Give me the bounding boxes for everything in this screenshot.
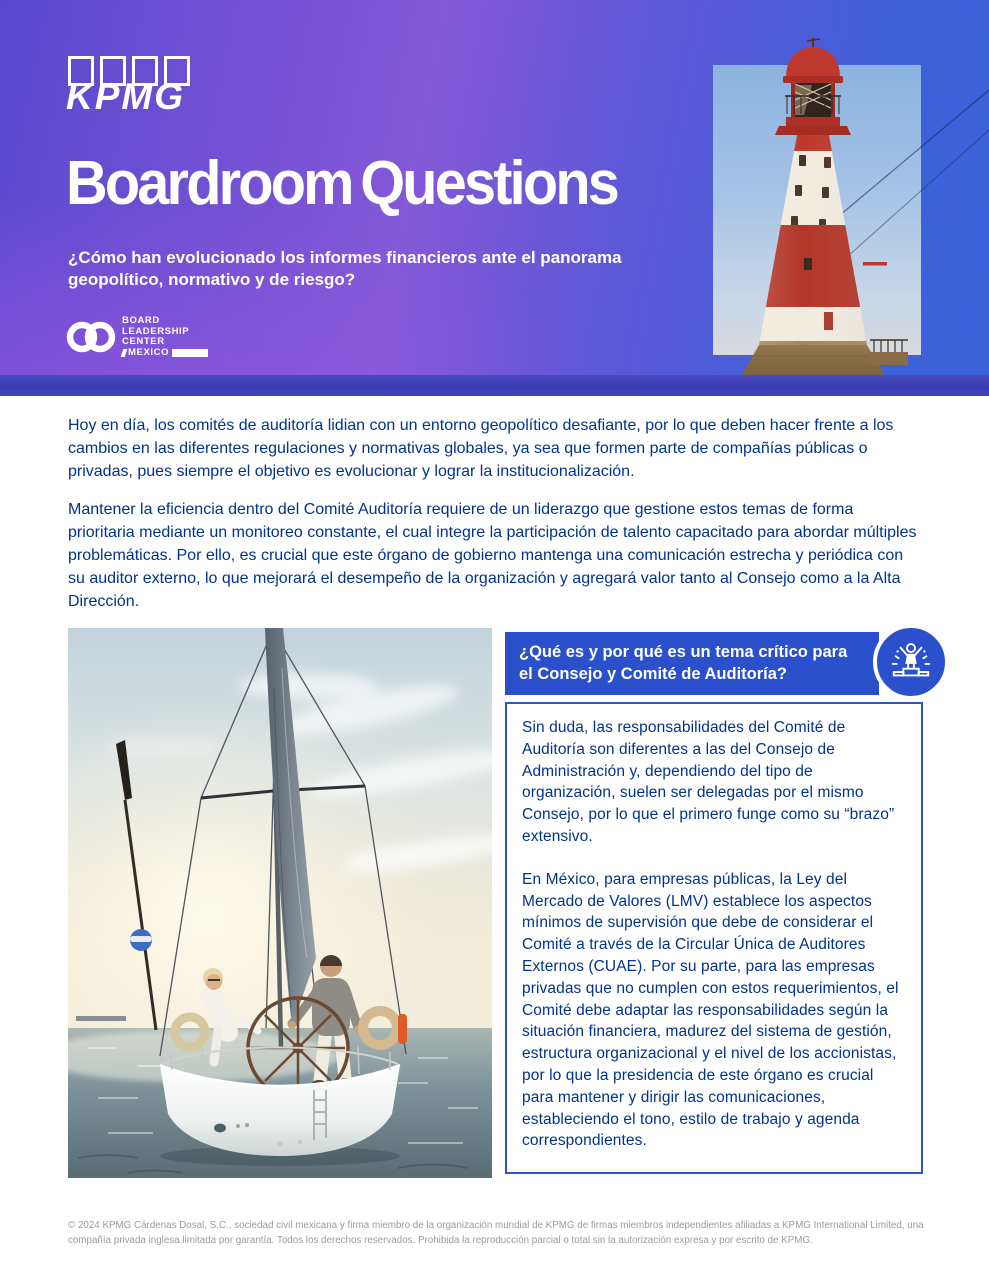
winner-podium-icon [873,624,949,700]
blc-line-leadership: LEADERSHIP [122,325,190,337]
question-box-title: ¿Qué es y por qué es un tema crítico para el Consejo y Comité de Auditoría? [505,632,879,695]
blc-bar-mark [172,349,208,357]
board-leadership-center-logo [66,316,208,358]
hero-ocean-band [0,375,989,396]
blc-line-center: CENTER [122,336,165,347]
hero-banner [0,0,989,396]
page-subtitle: ¿Cómo han evolucionado los informes financieros ante el panorama geopolítico, normativo y de riesgo? [68,248,622,289]
question-box-paragraph-1: Sin duda, las responsabilidades del Comité de Auditoría son diferentes a las del Consejo de Administración y, dependiendo del tipo de organización, suelen ser delegadas por el mismo Consejo, por lo que el primero funge como su “brazo” extensivo. [522,719,895,845]
question-box-paragraph-2: En México, para empresas públicas, la Ley del Mercado de Valores (LMV) establece los aspectos mínimos de supervisión que debe de considerar el Comité a través de la Circular Única de Auditores Externos (CUAE). Por su parte, para las empresas privadas que no cumplen con estos requerimientos, el Comité debe adaptar las responsabilidades según la situación financiera, madurez del sistema de gestión, estructura organizacional y el nivel de los accionistas, por lo que la presidencia de este órgano es crucial para mantener y dirigir las comunicaciones, estableciendo el tono, estilo de trabajo y agenda correspondientes. [522,870,899,1150]
kpmg-logo [68,56,208,118]
page-title: Boardroom Questions [66,149,618,218]
kpmg-logo-wordmark: KPMG [66,76,185,117]
intro-paragraph-2: Mantener la eficiencia dentro del Comité Auditoría requiere de un liderazgo que gestione estos temas de forma prioritaria mediante un monitoreo constante, el cual integre la participación de talento capacitado para abordar múltiples problemáticas. Por ello, es crucial que este órgano de gobierno mantenga una comunicación estrecha y periódica con su auditor externo, lo que mejorará el desempeño de la organización y agregará valor tanto al Consejo como a la Alta Dirección. [68,501,917,610]
blc-slash-mark [121,349,128,357]
interlocking-rings-icon [66,317,118,357]
question-box-body [505,702,923,1174]
lighthouse-illustration [700,34,989,396]
blc-line-mexico-row [122,348,208,359]
footer-legal-text: © 2024 KPMG Cárdenas Dosal, S.C., sociedad civil mexicana y firma miembro de la organización mundial de KPMG de firmas miembros independientes afiliadas a KPMG International Limited, una compañía privada inglesa limitada por garantía. Todos los derechos reservados. Prohibida la reproducción parcial o total sin la autorización expresa y por escrito de KPMG. [68,1220,924,1246]
blc-logo-text [122,316,208,358]
blc-line-mexico: MEXICO [128,346,170,358]
sailboat-photo [68,628,492,1178]
blc-line-board: BOARD [122,315,160,326]
question-column [505,632,923,1174]
intro-paragraph-1: Hoy en día, los comités de auditoría lidian con un entorno geopolítico desafiante, por lo que deben hacer frente a los cambios en las diferentes regulaciones y normativas globales, ya sea que formen parte de compañías públicas o privadas, pues siempre el objetivo es evolucionar y lograr la institucionalización. [68,417,894,480]
wire-line [828,130,989,274]
